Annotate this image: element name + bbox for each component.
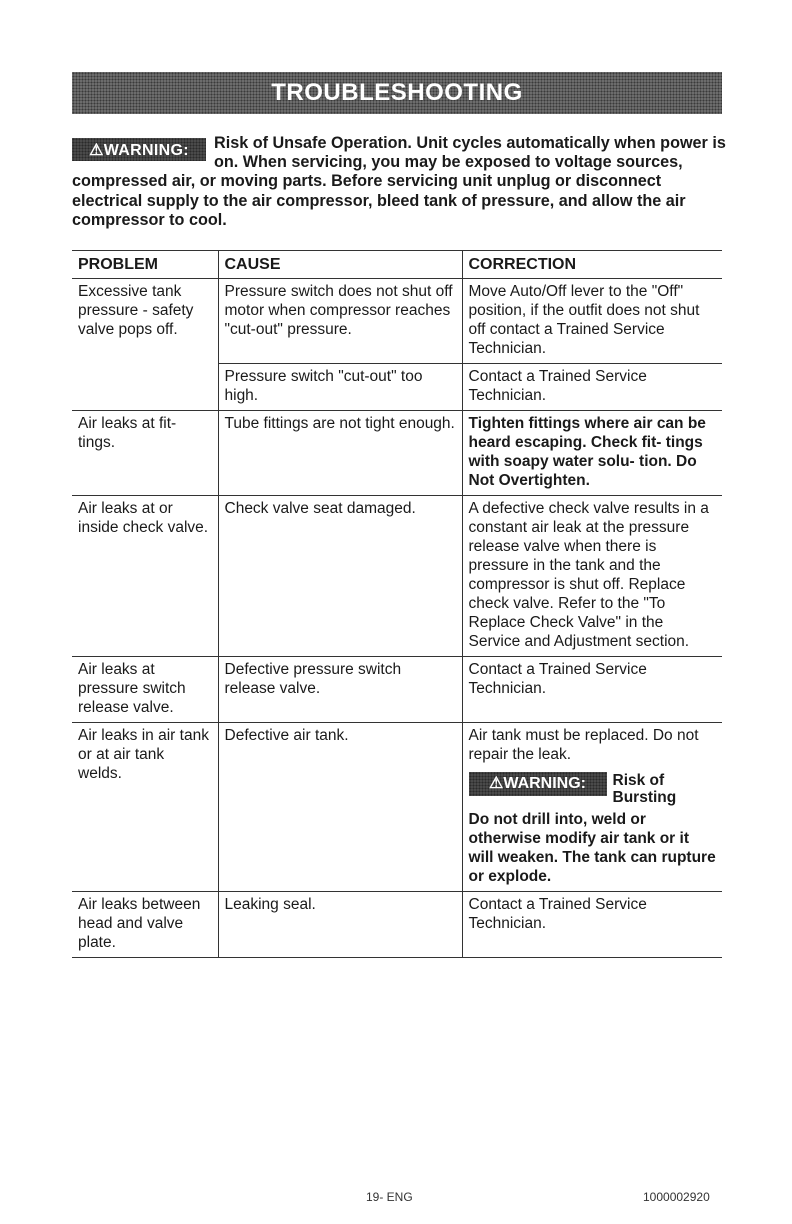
- problem-cell: Air leaks in air tank or at air tank welds.: [72, 723, 218, 892]
- troubleshooting-table: [72, 250, 722, 958]
- problem-cell: Air leaks at fit- tings.: [72, 411, 218, 496]
- table-header-row: [72, 251, 722, 279]
- correction-cell: Contact a Trained Service Technician.: [462, 892, 722, 958]
- cause-cell: Pressure switch "cut-out" too high.: [218, 364, 462, 411]
- cause-cell: Pressure switch does not shut off motor when compressor reaches "cut-out" pressure.: [218, 279, 462, 364]
- cause-cell: Defective air tank.: [218, 723, 462, 892]
- table-row: [72, 496, 722, 657]
- warning-badge: ⚠WARNING:: [469, 772, 607, 796]
- correction-cell: Contact a Trained Service Technician.: [462, 657, 722, 723]
- problem-cell: Air leaks at or inside check valve.: [72, 496, 218, 657]
- correction-cell: A defective check valve results in a constant air leak at the pressure release valve when there is pressure in the tank and the compressor is shut off. Replace check valve. Refer to the "To Replace Check Valve" in the Service and Adjustment section.: [462, 496, 722, 657]
- cause-cell: Check valve seat damaged.: [218, 496, 462, 657]
- document-code: 1000002920: [643, 1190, 710, 1204]
- correction-cell: Tighten fittings where air can be heard escaping. Check fit- tings with soapy water solu- tion. Do Not Overtighten.: [462, 411, 722, 496]
- cause-cell: Leaking seal.: [218, 892, 462, 958]
- table-row: [72, 723, 722, 892]
- bursting-warning-title: Risk of Bursting: [612, 772, 677, 806]
- table-row: [72, 411, 722, 496]
- bursting-warning-text: Do not drill into, weld or otherwise modify air tank or it will weaken. The tank can rupture or explode.: [468, 811, 716, 885]
- problem-cell: Air leaks between head and valve plate.: [72, 892, 218, 958]
- warning-badge-label: ⚠WARNING:: [89, 141, 189, 159]
- bursting-warning: [469, 772, 717, 806]
- page-number: 19- ENG: [366, 1190, 413, 1204]
- correction-cell: [462, 723, 722, 892]
- table-row: [72, 279, 722, 364]
- page-title: TROUBLESHOOTING: [271, 79, 523, 106]
- correction-cell: Move Auto/Off lever to the "Off" position, if the outfit does not shut off contact a Trained Service Technician.: [462, 279, 722, 364]
- correction-cell: Contact a Trained Service Technician.: [462, 364, 722, 411]
- header-problem: PROBLEM: [72, 251, 218, 279]
- problem-cell: Air leaks at pressure switch release valve.: [72, 657, 218, 723]
- cause-cell: Tube fittings are not tight enough.: [218, 411, 462, 496]
- table-row: [72, 892, 722, 958]
- cause-cell: Defective pressure switch release valve.: [218, 657, 462, 723]
- troubleshooting-banner: [72, 72, 722, 114]
- warning-badge: [72, 138, 206, 161]
- table-row: [72, 657, 722, 723]
- header-cause: CAUSE: [218, 251, 462, 279]
- correction-text: Air tank must be replaced. Do not repair the leak.: [468, 727, 699, 763]
- warning-text: Risk of Unsafe Operation. Unit cycles automatically when power is on. When servicing, you may be exposed to voltage sources, compressed air, or moving parts. Before servicing unit unplug or disconnect electrical supply to the air compressor, bleed tank of pressure, and allow the air compressor to cool.: [72, 134, 726, 229]
- problem-cell: Excessive tank pressure - safety valve pops off.: [72, 279, 218, 411]
- header-correction: CORRECTION: [462, 251, 722, 279]
